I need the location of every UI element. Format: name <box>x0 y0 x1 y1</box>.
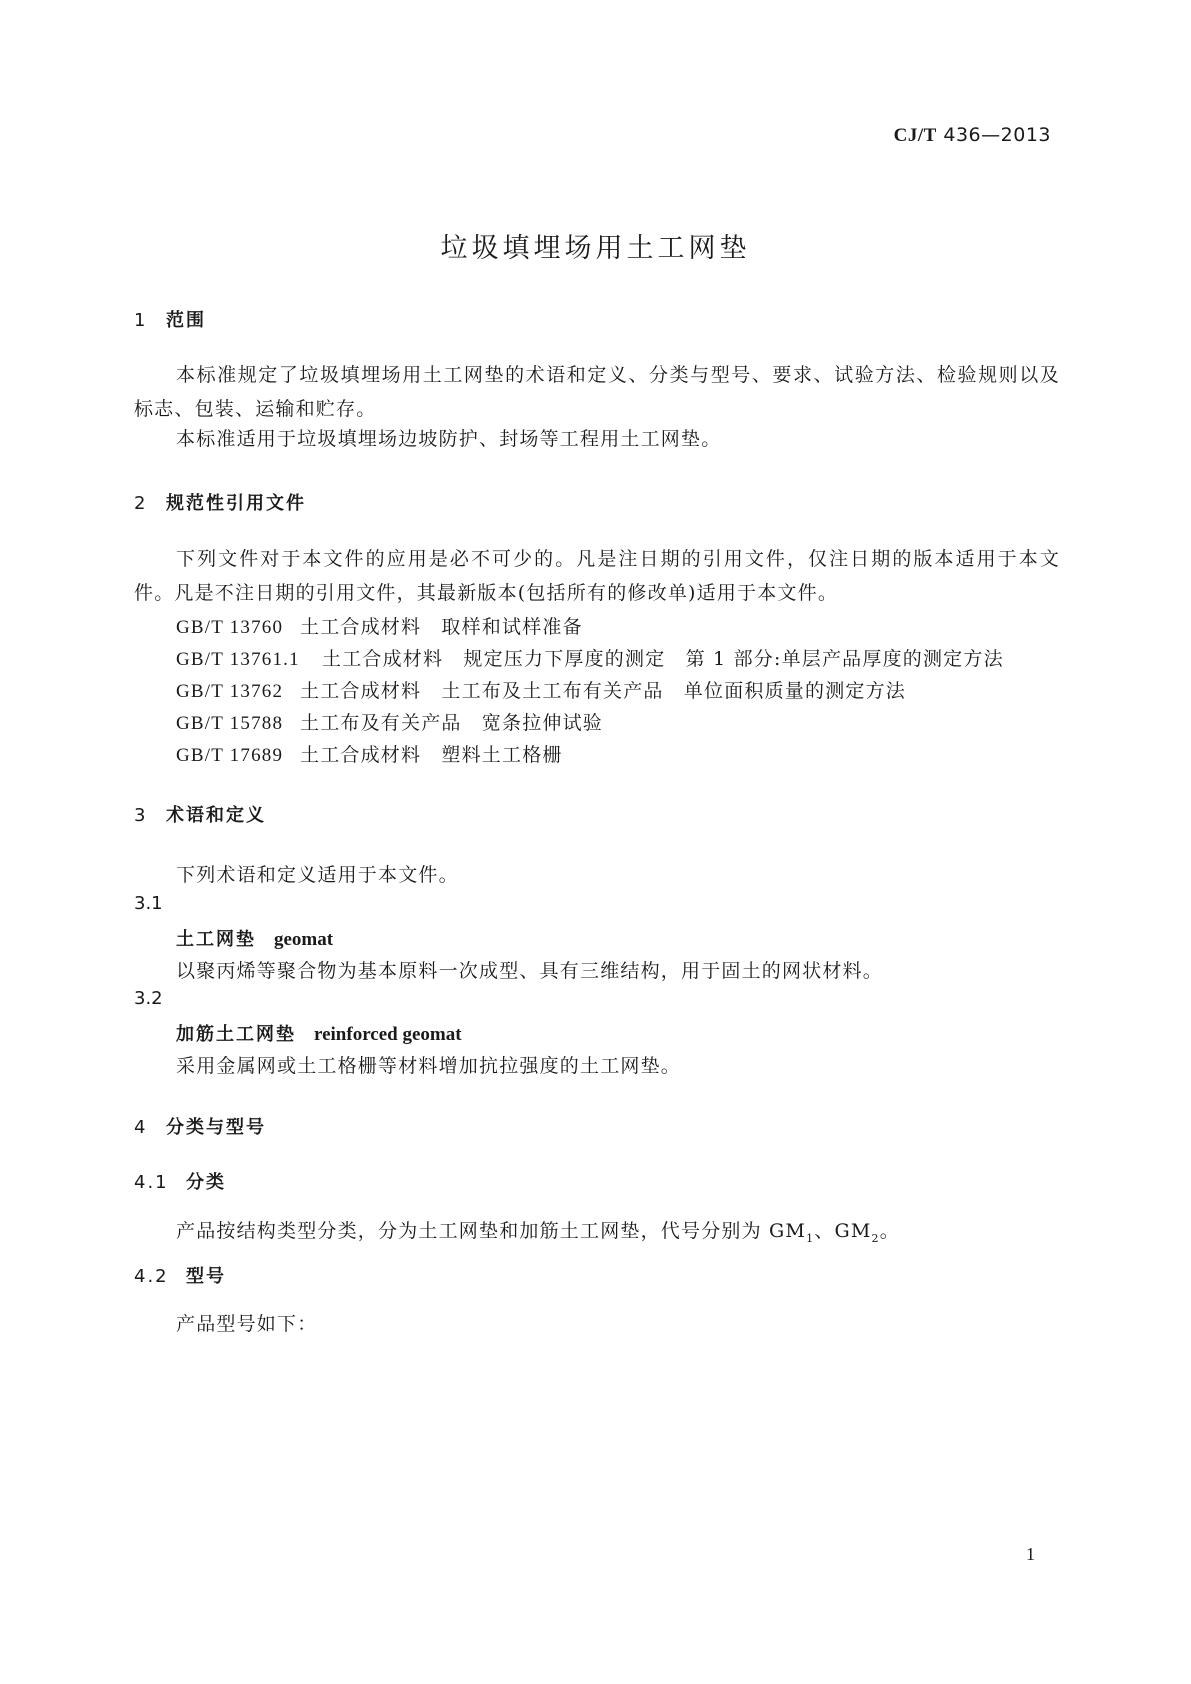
term-english: geomat <box>274 929 334 950</box>
reference-code: GB/T 13760 <box>176 617 284 638</box>
reference-item <box>176 740 563 767</box>
standard-prefix: CJ/T <box>893 125 937 146</box>
section-1-heading <box>134 306 206 332</box>
section-4-1-heading <box>134 1168 226 1194</box>
term-definition: 以聚丙烯等聚合物为基本原料一次成型、具有三维结构，用于固土的网状材料。 <box>176 960 884 982</box>
section-number: 4 <box>134 1117 148 1138</box>
reference-title: 土工合成材料 塑料土工格栅 <box>300 744 563 766</box>
standard-code <box>894 124 1051 147</box>
classification-text: 产品按结构类型分类，分为土工网垫和加筋土工网垫，代号分别为 <box>176 1220 770 1242</box>
section-number: 3 <box>134 805 148 826</box>
section-title: 术语和定义 <box>166 805 266 826</box>
reference-item <box>176 708 603 735</box>
term-heading <box>176 925 333 951</box>
section-title: 规范性引用文件 <box>166 493 306 514</box>
section-1-paragraph-1: 本标准规定了垃圾填埋场用土工网垫的术语和定义、分类与型号、要求、试验方法、检验规则以及标志、包装、运输和贮存。 <box>134 364 1060 420</box>
reference-title: 土工合成材料 规定压力下厚度的测定 第 1 部分:单层产品厚度的测定方法 <box>322 648 1004 670</box>
term-name: 加筋土工网垫 <box>176 1024 296 1045</box>
reference-item <box>176 676 906 703</box>
term-name: 土工网垫 <box>176 929 256 950</box>
section-2-paragraph-1: 下列文件对于本文件的应用是必不可少的。凡是注日期的引用文件，仅注日期的版本适用于本文件。凡是不注日期的引用文件，其最新版本(包括所有的修改单)适用于本文件。 <box>134 548 1060 604</box>
term-number: 3.2 <box>134 988 163 1009</box>
reference-item <box>176 612 583 639</box>
term-number: 3.1 <box>134 893 163 914</box>
term-heading <box>176 1020 462 1046</box>
section-3-heading <box>134 801 266 827</box>
section-title: 分类 <box>186 1172 226 1193</box>
reference-code: GB/T 13761.1 <box>176 649 300 670</box>
section-1-paragraph-2: 本标准适用于垃圾填埋场边坡防护、封场等工程用土工网垫。 <box>176 428 722 450</box>
reference-title: 土工合成材料 土工布及土工布有关产品 单位面积质量的测定方法 <box>300 680 907 702</box>
document-title: 垃圾填埋场用土工网垫 <box>440 233 751 264</box>
classification-paragraph: 产品按结构类型分类，分为土工网垫和加筋土工网垫，代号分别为 $GM_1$、$GM_2$。 <box>176 1220 900 1245</box>
reference-code: GB/T 13762 <box>176 681 284 702</box>
page-number: 1 <box>1026 1544 1035 1564</box>
section-4-2-heading <box>134 1262 226 1288</box>
standard-number: 436—2013 <box>943 124 1051 146</box>
reference-item <box>176 644 1004 671</box>
code-gm2: $GM_2$ <box>834 1220 880 1245</box>
reference-title: 土工布及有关产品 宽条拉伸试验 <box>300 712 604 734</box>
reference-code: GB/T 17689 <box>176 745 284 766</box>
reference-title: 土工合成材料 取样和试样准备 <box>300 616 583 638</box>
section-number: 4.2 <box>134 1266 169 1287</box>
section-number: 2 <box>134 493 148 514</box>
term-english: reinforced geomat <box>314 1024 462 1045</box>
section-4-heading <box>134 1113 266 1139</box>
model-paragraph: 产品型号如下： <box>176 1313 318 1335</box>
code-gm1: $GM_1$ <box>769 1220 815 1245</box>
term-definition: 采用金属网或土工格栅等材料增加抗拉强度的土工网垫。 <box>176 1055 682 1077</box>
section-number: 4.1 <box>134 1172 169 1193</box>
section-3-intro: 下列术语和定义适用于本文件。 <box>176 864 459 886</box>
section-2-heading <box>134 489 306 515</box>
section-title: 型号 <box>186 1266 226 1287</box>
section-number: 1 <box>134 310 148 331</box>
reference-code: GB/T 15788 <box>176 713 284 734</box>
section-title: 分类与型号 <box>166 1117 266 1138</box>
section-title: 范围 <box>166 310 206 331</box>
